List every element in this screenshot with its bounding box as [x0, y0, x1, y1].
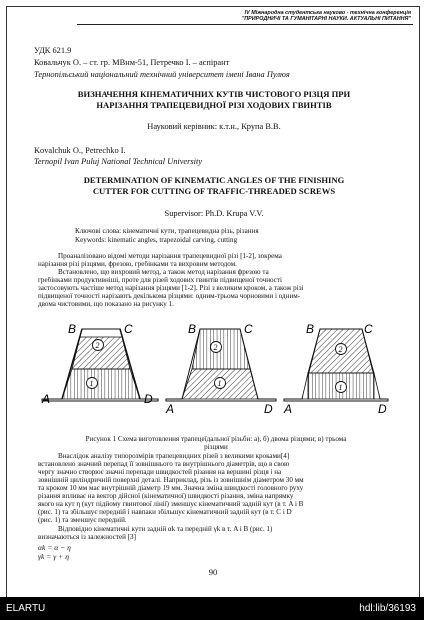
figure-caption-line2: різцями	[204, 443, 228, 452]
point-label-d: D	[264, 402, 273, 416]
paragraph-line: Відповідно кінематичні кути задній αk та передній γk в т. A і B (рис. 1)	[58, 526, 273, 533]
point-label-a: A	[284, 402, 293, 416]
point-label-a: A	[42, 392, 51, 406]
keywords-ua: Ключові слова: кінематичні кути, трапецевидна різь, різання	[75, 227, 259, 235]
cutter-number-1: 1	[338, 383, 343, 392]
point-label-d: D	[378, 402, 387, 416]
paragraph-line: нарізання різі різцями, фрезою, гребінками та вихровим методом.	[38, 260, 237, 268]
keywords-en: Keywords: kinematic angles, trapezoidal carving, cutting	[75, 236, 238, 244]
thread-cutting-figure	[40, 321, 390, 433]
point-label-b: B	[306, 322, 315, 336]
cutter-zone-1	[62, 369, 140, 399]
point-label-a: A	[166, 402, 175, 416]
title-en-line1: DETERMINATION OF KINEMATIC ANGLES OF THE FINISHING	[83, 175, 345, 185]
figure-panel-a	[41, 322, 158, 406]
supervisor-en: Supervisor: Ph.D. Krupa V.V.	[164, 209, 264, 218]
header-rule	[77, 24, 413, 25]
paragraph-line: зовнішній циліндричній поверхні деталі. Наприклад, різь із зовнішнім діаметром 30 мм	[38, 476, 304, 484]
equation-rake-angle: γk = γ + η	[38, 552, 69, 561]
title-en-line2: CUTTER FOR CUTTING OF TRAFFIC-THREADED SCREWS	[92, 186, 336, 196]
paragraph-line: (рис. 1) та збільшує передній і навпаки збільшує кінематичний задній кут (в т. C і D	[38, 508, 292, 516]
conference-header-line2: "ПРИРОДНИЧІ ТА ГУМАНІТАРНІ НАУКИ. АКТУАЛЬНІ ПИТАННЯ"	[241, 16, 411, 23]
authors-ua: Ковальчук О. – ст. гр. МВнм-51, Петречко І. – аспірант	[34, 58, 230, 67]
paragraph-line: Внаслідок аналізу типорозмірів трапецевидних різей з великими кроками[4]	[58, 453, 290, 460]
paragraph-analysis	[38, 453, 394, 525]
paragraph-line: Встановлено, що вихровий метод, а також метод нарізання фрезою та	[58, 268, 269, 276]
paragraph-line: чергу значно створює значні перепади швидкостей різання на вершині різця і на	[38, 468, 282, 476]
figure-panel-b	[165, 322, 276, 416]
handle-id: hdl:lib/36193	[359, 603, 416, 614]
point-label-c: C	[244, 322, 253, 336]
equation-clearance-angle: αk = α − η	[38, 543, 71, 552]
paragraph-line: та кроком 10 мм має внутрішній діаметр 19 мм. Значна зміна швидкості головного руху	[38, 484, 304, 492]
repository-footer	[0, 597, 424, 620]
supervisor-ua: Науковий керівник: к.т.н., Крупа В.В.	[147, 122, 281, 131]
paragraph-intro	[38, 253, 394, 309]
cutter-number-2: 2	[338, 345, 343, 354]
cutter-number-2: 2	[213, 343, 218, 352]
udk-code: УДК 621.9	[34, 46, 72, 55]
paragraph-angles	[38, 526, 394, 542]
figure-panel-c	[283, 322, 388, 416]
paragraph-line: різання впливає на вектор дійсної (кінематичної) швидкості різання, зміна напрямку	[38, 492, 294, 500]
affiliation-ua: Тернопільський національний технічний університет імені Івана Пулюя	[34, 70, 290, 79]
point-label-c: C	[364, 322, 373, 336]
conference-header-line1: IV Міжнародна студентська науково - технічна конференція	[244, 10, 411, 16]
document-page	[6, 6, 420, 598]
paragraph-line: визначаються із залежностей [3]	[38, 533, 136, 541]
page-number: 90	[208, 567, 218, 577]
paragraph-line: встановлено значний перепад її зовнішнього та внутрішнього діаметрів, що в свою	[38, 460, 290, 468]
title-ua-line1: ВИЗНАЧЕННЯ КІНЕМАТИЧНИХ КУТІВ ЧИСТОВОГО РІЗЦЯ ПРИ	[77, 89, 351, 99]
authors-en: Kovalchuk O., Petrechko I.	[34, 146, 126, 155]
point-label-d: D	[144, 392, 153, 406]
paragraph-line: Проаналізовано відомі методи нарізання трапецевидної різі [1-2], зокрема	[58, 253, 282, 260]
point-label-b: B	[68, 322, 77, 336]
point-label-b: B	[188, 322, 197, 336]
figure-caption-line1: Рисунок 1 Схема виготовлення трапецеїдальної різьби: а), б) двома різцями; в) трьома	[85, 435, 347, 443]
cutter-number-2: 2	[95, 341, 100, 350]
paragraph-line: двома чистовими, що показано на рисунку 1.	[38, 300, 174, 308]
point-label-c: C	[124, 322, 133, 336]
cutter-number-1: 1	[89, 379, 94, 388]
cutter-number-1: 1	[217, 379, 222, 388]
title-ua-line2: НАРІЗАННЯ ТРАПЕЦЕВИДНОЇ РІЗІ ХОДОВИХ ГВИНТІВ	[96, 100, 332, 110]
paragraph-line: підвищеної точності нарізають декількома різцями: одним-трьома чорновими і одним-	[38, 292, 301, 300]
repository-name: ELARTU	[6, 603, 46, 614]
paragraph-line: якого на кут η (кут підйому гвинтової лінії) зменшує кінематичний задній кут (в т. A і B	[38, 500, 304, 508]
paragraph-line: (рис. 1) та зменшує передній.	[38, 516, 127, 524]
conference-header	[171, 10, 411, 23]
figure-caption	[38, 435, 394, 451]
paragraph-line: застосовують частіше метод нарізання різцями [1-2]. Різі з великим кроком, а також різі	[38, 284, 304, 292]
paragraph-line: гребінками продуктивніші, проте для різей ходових гвинтів підвищеної точності	[38, 276, 282, 284]
affiliation-en: Ternopil Ivan Puluj National Technical University	[34, 157, 203, 166]
